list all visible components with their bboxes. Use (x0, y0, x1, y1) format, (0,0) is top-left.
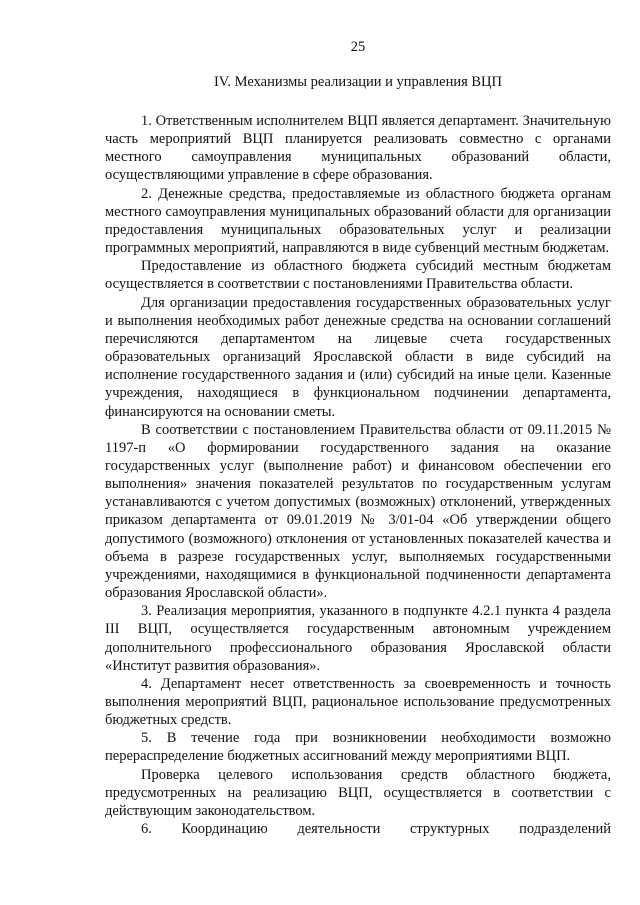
paragraph-6: 3. Реализация мероприятия, указанного в подпункте 4.2.1 пункта 4 раздела III ВЦП, осуществляется государственным автономным учреждением дополнительного профессионального образования Ярославской области «Институт развития образования». (105, 603, 611, 674)
paragraph-2: 2. Денежные средства, предоставляемые из областного бюджета органам местного самоуправления муниципальных образований области для организации предоставления муниципальных образовательных услуг и реализации программных мероприятий, направляются в виде субвенций местным бюджетам. (105, 185, 611, 257)
paragraph-3: Предоставление из областного бюджета субсидий местным бюджетам осуществляется в соответствии с постановлениями Правительства области. (105, 258, 611, 293)
document-page (105, 38, 611, 838)
page-number: 25 (350, 39, 366, 55)
paragraph-8: 5. В течение года при возникновении необходимости возможно перераспределение бюджетных ассигнований между мероприятиями ВЦП. (105, 730, 611, 765)
paragraph-4: Для организации предоставления государственных образовательных услуг и выполнения необходимых работ денежные средства на основании соглашений перечисляются департаментом на лицевые счета государственных образовательных организаций Ярославской области в виде субсидий на исполнение государственного задания и (или) субсидий на иные цели. Казенные учреждения, находящиеся в функциональном подчинении департамента, финансируются на основании сметы. (105, 294, 611, 420)
paragraph-9: Проверка целевого использования средств областного бюджета, предусмотренных на реализацию ВЦП, осуществляется в соответствии с действующим законодательством. (105, 766, 611, 819)
paragraph-7: 4. Департамент несет ответственность за своевременность и точность выполнения мероприятий ВЦП, рациональное использование предусмотренных бюджетных средств. (105, 675, 611, 729)
section-title: IV. Механизмы реализации и управления ВЦП (213, 74, 503, 90)
paragraph-10: 6. Координацию деятельности структурных подразделений (141, 821, 611, 838)
paragraph-5: В соответствии с постановлением Правительства области от 09.11.2015 № 1197-п «О формировании государственного задания на оказание государственных услуг (выполнение работ) и финансовом обеспечении его выполнения» значения показателей результатов по государственным услугам устанавливаются с учетом допустимых (возможных) отклонений, утвержденных приказом департамента от 09.01.2019 № 3/01-04 «Об утверждении общего допустимого (возможного) отклонения от установленных показателей качества и объема в разрезе государственных услуг, выполняемых государственными учреждениями, находящимися в функциональной подчиненности департамента образования Ярославской области». (105, 421, 611, 602)
paragraph-1: 1. Ответственным исполнителем ВЦП является департамент. Значительную часть мероприятий ВЦП планируется реализовать совместно с органами местного самоуправления муниципальных образований области, осуществляющими управление в сфере образования. (105, 113, 611, 184)
